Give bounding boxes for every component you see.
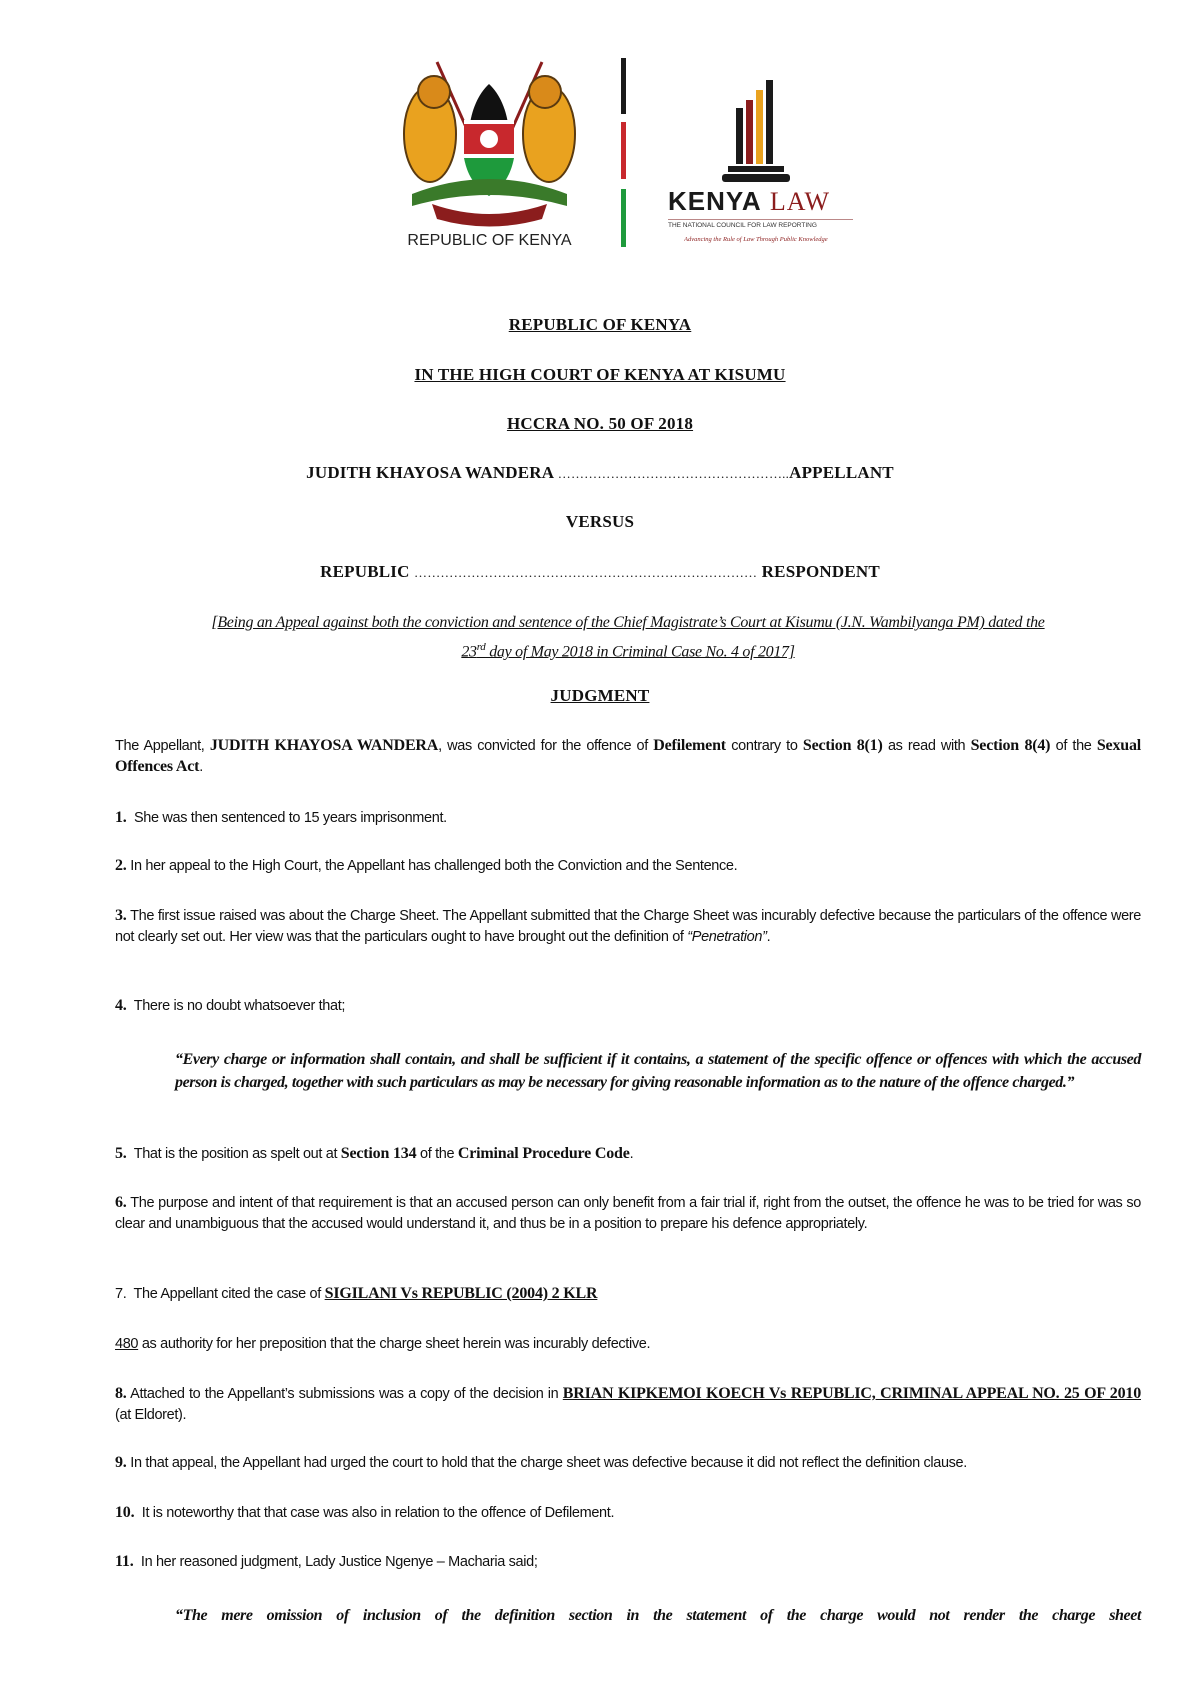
appeal-date-suffix: rd: [476, 641, 486, 653]
text-segment: There is no doubt whatsoever that;: [126, 998, 346, 1014]
flag-divider-red: [621, 122, 626, 179]
party-respondent: [0, 562, 1200, 582]
kenya-law-subtitle: THE NATIONAL COUNCIL FOR LAW REPORTING: [668, 222, 817, 229]
judgment-title: JUDGMENT: [550, 686, 650, 705]
heading-court: IN THE HIGH COURT OF KENYA AT KISUMU: [414, 365, 786, 384]
text-segment: In that appeal, the Appellant had urged the court to hold that the charge sheet was defective because it did not reflect the definition clause.: [126, 1455, 967, 1471]
text-segment: Section 8(4): [970, 737, 1051, 754]
text-segment: .: [199, 758, 203, 775]
text-segment: .: [629, 1146, 634, 1162]
text-segment: In her appeal to the High Court, the Appellant has challenged both the Conviction and the Sentence.: [126, 858, 738, 874]
versus-label: VERSUS: [565, 512, 635, 531]
text-segment: of the: [1050, 738, 1097, 754]
paragraph-1: [115, 808, 1141, 829]
kenya-law-word-law: LAW: [769, 187, 830, 216]
text-segment: She was then sentenced to 15 years imprisonment.: [126, 810, 447, 826]
text-segment: 5.: [115, 1145, 127, 1162]
text-segment: 480: [115, 1336, 139, 1352]
paragraph-10: [115, 1503, 1141, 1524]
case-citation-sigilani: SIGILANI Vs REPUBLIC (2004) 2 KLR: [324, 1285, 598, 1302]
coat-of-arms-caption: REPUBLIC OF KENYA: [407, 232, 572, 249]
paragraph-11: [115, 1552, 1141, 1573]
paragraph-6: [115, 1193, 1141, 1234]
text-segment: as read with: [882, 738, 971, 754]
case-citation-koech: BRIAN KIPKEMOI KOECH Vs REPUBLIC, CRIMINAL APPEAL NO. 25 OF 2010: [562, 1385, 1141, 1402]
text-segment: 3.: [115, 907, 127, 924]
appeal-description: [115, 610, 1141, 664]
kenya-law-tagline: Advancing the Rule of Law Through Public Knowledge: [684, 236, 828, 243]
text-segment: contrary to: [725, 738, 803, 754]
respondent-role: RESPONDENT: [757, 562, 880, 581]
intro-paragraph: [115, 736, 1141, 777]
text-segment: In her reasoned judgment, Lady Justice Ngenye – Macharia said;: [133, 1554, 538, 1570]
text-segment: It is noteworthy that that case was also in relation to the offence of Defilement.: [134, 1505, 615, 1521]
text-segment: .: [766, 928, 771, 945]
flag-divider-black: [621, 58, 626, 114]
paragraph-2: [115, 856, 1141, 877]
text-segment: Attached to the Appellant’s submissions was a copy of the decision in: [126, 1386, 563, 1402]
text-segment: Defilement: [653, 737, 726, 754]
paragraph-5: [115, 1144, 1141, 1165]
text-segment: Section 134: [340, 1145, 417, 1162]
paragraph-9: [115, 1453, 1141, 1474]
respondent-dots: ……………………………………………………………………: [414, 565, 758, 580]
paragraph-4: [115, 996, 1141, 1017]
text-segment: 10.: [115, 1504, 135, 1521]
paragraph-7-continued: [115, 1334, 1141, 1355]
text-segment: 2.: [115, 857, 127, 874]
text-segment: as authority for her preposition that the charge sheet herein was incurably defective.: [138, 1336, 651, 1352]
text-segment: The purpose and intent of that requirement is that an accused person can only benefit from a fair trial if, right from the outset, the offence he was to be tried for was so clear and unambiguous that the accused would understand it, and thus be in a position to prepare his defence appropriately.: [115, 1195, 1141, 1232]
appellant-role: APPELLANT: [789, 463, 894, 482]
flag-divider-green: [621, 189, 626, 247]
paragraph-8: [115, 1384, 1141, 1425]
text-segment: The Appellant,: [115, 738, 210, 754]
text-segment: Section 8(1): [802, 737, 883, 754]
appellant-name: JUDITH KHAYOSA WANDERA: [306, 463, 558, 482]
text-segment: 8.: [115, 1385, 127, 1402]
kenya-law-word-kenya: KENYA: [668, 186, 762, 216]
appeal-date-day: 23: [461, 643, 477, 661]
text-segment: That is the position as spelt out at: [126, 1146, 341, 1162]
heading-case-number: HCCRA NO. 50 OF 2018: [506, 414, 694, 433]
quote-section-134: “Every charge or information shall contain, and shall be sufficient if it contains, a statement of the specific offence or offences with which the accused person is charged, together with such particulars as may be necessary for giving reasonable information as to the nature of the offence charged.”: [175, 1051, 1141, 1091]
party-appellant: [0, 463, 1200, 483]
text-segment: 6.: [115, 1194, 127, 1211]
heading-republic: REPUBLIC OF KENYA: [508, 315, 692, 334]
text-segment: 4.: [115, 997, 127, 1014]
coat-of-arms-logo: [392, 54, 587, 254]
text-segment: “Penetration”: [687, 928, 767, 945]
text-segment: Sexual Offences Act: [115, 737, 1141, 775]
respondent-name: REPUBLIC: [320, 562, 415, 581]
paragraph-7: [115, 1284, 1141, 1305]
text-segment: The Appellant cited the case of: [126, 1286, 325, 1302]
text-segment: Criminal Procedure Code: [457, 1145, 630, 1162]
text-segment: 7.: [115, 1286, 127, 1302]
appeal-description-line2: day of May 2018 in Criminal Case No. 4 of 2017]: [485, 643, 795, 661]
text-segment: of the: [416, 1146, 458, 1162]
coat-of-arms-icon: [392, 54, 587, 229]
text-segment: JUDITH KHAYOSA WANDERA: [209, 737, 439, 754]
appeal-description-line1: [Being an Appeal against both the conviction and sentence of the Chief Magistrate’s Court at Kisumu (J.N. Wambilyanga PM) dated the: [211, 614, 1045, 631]
text-segment: 11.: [115, 1553, 134, 1570]
text-segment: (at Eldoret).: [115, 1406, 187, 1423]
pillars-icon: [664, 74, 859, 184]
paragraph-3: [115, 906, 1141, 947]
text-segment: 1.: [115, 809, 127, 826]
text-segment: , was convicted for the offence of: [438, 738, 654, 754]
quote-ngenye-macharia: “The mere omission of inclusion of the definition section in the statement of the charge would not render the charge sheet: [175, 1607, 1141, 1624]
text-segment: The first issue raised was about the Charge Sheet. The Appellant submitted that the Charge Sheet was incurably defective because the particulars of the offence were not clearly set out. Her view was that the particulars ought to have brought out the definition of: [115, 908, 1141, 945]
kenya-law-wordmark: [668, 186, 830, 217]
kenya-law-logo: [664, 74, 859, 254]
text-segment: 9.: [115, 1454, 127, 1471]
appellant-dots: ……………………………………………..: [557, 466, 790, 481]
